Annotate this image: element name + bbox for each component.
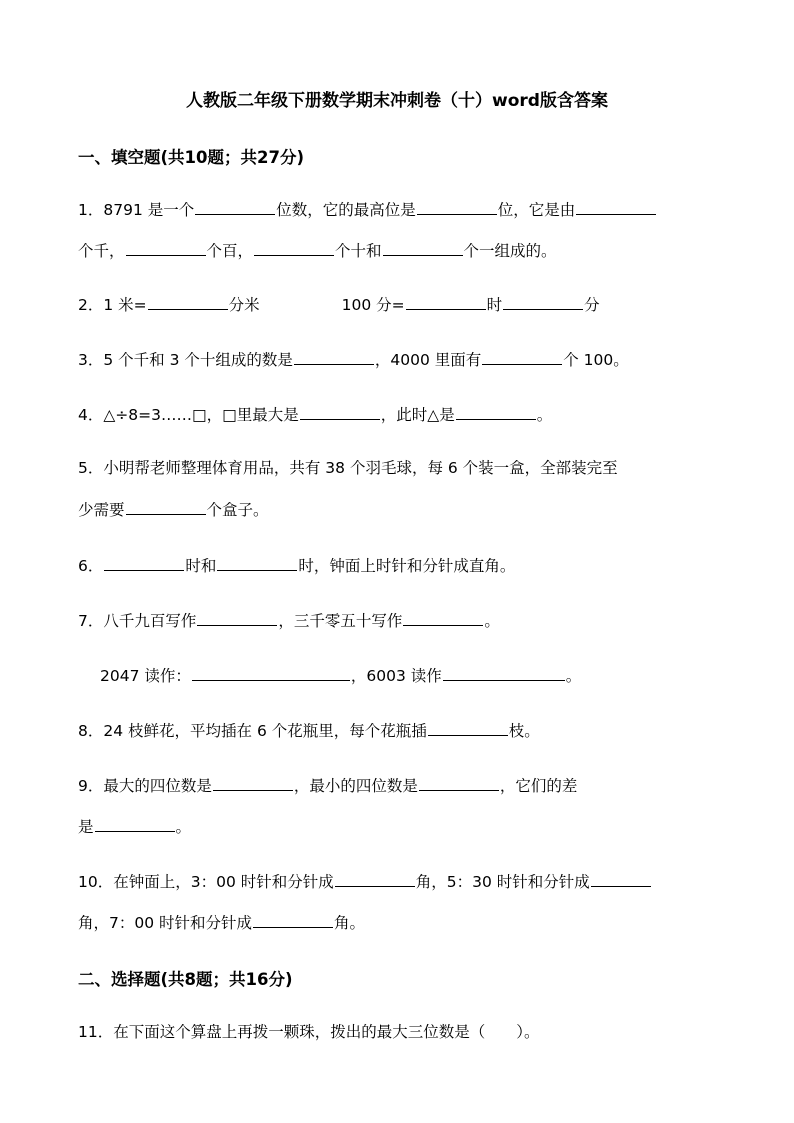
question-text: 个 100。	[563, 351, 629, 369]
answer-blank[interactable]	[300, 403, 380, 420]
question-text: 个一组成的。	[463, 242, 557, 260]
question-text: 100 分=	[341, 296, 405, 314]
question-7-line-1	[78, 609, 500, 632]
answer-blank[interactable]	[383, 239, 463, 256]
answer-blank[interactable]	[294, 348, 374, 365]
question-text: 个十和	[335, 242, 382, 260]
answer-blank[interactable]	[419, 774, 499, 791]
answer-blank[interactable]	[192, 664, 350, 681]
question-text: 少需要	[78, 501, 125, 519]
question-text: 2047 读作：	[100, 667, 191, 685]
answer-blank[interactable]	[213, 774, 293, 791]
question-text: 个盒子。	[206, 501, 269, 519]
question-text: 1．8791 是一个	[78, 201, 195, 219]
answer-blank[interactable]	[197, 609, 277, 626]
question-3	[78, 348, 629, 371]
answer-blank[interactable]	[576, 198, 656, 215]
answer-blank[interactable]	[95, 815, 175, 832]
question-text: 是	[78, 818, 94, 836]
question-text: 枝。	[508, 722, 540, 740]
answer-blank[interactable]	[126, 239, 206, 256]
answer-blank[interactable]	[104, 554, 184, 571]
question-text: 时	[486, 296, 503, 314]
question-text: 角，7：00 时针和分针成	[78, 914, 253, 932]
section-heading-fill-in: 一、填空题(共10题；共27分)	[78, 148, 305, 167]
question-8	[78, 719, 540, 742]
question-text: ，三千零五十写作	[278, 612, 403, 630]
question-text: 。	[565, 667, 582, 685]
answer-blank[interactable]	[148, 293, 228, 310]
answer-blank[interactable]	[503, 293, 583, 310]
answer-blank[interactable]	[417, 198, 497, 215]
answer-blank[interactable]	[195, 198, 275, 215]
question-10-line-1	[78, 870, 652, 893]
question-text: 4．△÷8=3……□，□里最大是	[78, 406, 299, 424]
answer-blank[interactable]	[406, 293, 486, 310]
question-text: ，6003 读作	[350, 667, 442, 685]
question-1-line-1	[78, 198, 657, 221]
question-text: 角。	[334, 914, 366, 932]
question-text: ，它们的差	[499, 777, 578, 795]
question-text: 位数，它的最高位是	[276, 201, 416, 219]
question-text: 时和	[185, 557, 217, 575]
question-5-line-2	[78, 498, 269, 521]
question-text: 2．1 米=	[78, 296, 147, 314]
question-text: 。	[484, 612, 500, 630]
question-text: 9．最大的四位数是	[78, 777, 212, 795]
answer-blank[interactable]	[443, 664, 565, 681]
question-text: 8．24 枝鲜花，平均插在 6 个花瓶里，每个花瓶插	[78, 722, 427, 740]
question-text: 时，钟面上时针和分针成直角。	[298, 557, 516, 575]
question-text: 。	[536, 406, 553, 424]
answer-blank[interactable]	[456, 403, 536, 420]
question-5-line-1	[78, 457, 618, 479]
question-text: ，最小的四位数是	[293, 777, 418, 795]
question-text: 3．5 个千和 3 个十组成的数是	[78, 351, 293, 369]
question-text: 位，它是由	[497, 201, 576, 219]
question-text: 7．八千九百写作	[78, 612, 197, 630]
question-1-line-2	[78, 239, 557, 262]
question-4	[78, 403, 552, 426]
question-text: 角，5：30 时针和分针成	[415, 873, 590, 891]
question-9-line-2	[78, 815, 191, 838]
question-text: 个千，	[78, 242, 125, 260]
answer-blank[interactable]	[126, 498, 206, 515]
question-text: ，4000 里面有	[374, 351, 482, 369]
question-6	[78, 554, 515, 577]
answer-blank[interactable]	[253, 911, 333, 928]
question-text: 5．小明帮老师整理体育用品，共有 38 个羽毛球，每 6 个装一盒，全部装完至	[78, 459, 618, 477]
question-2	[78, 293, 600, 316]
question-text: 分米	[228, 296, 260, 314]
question-10-line-2	[78, 911, 365, 934]
question-text: 10．在钟面上，3：00 时针和分针成	[78, 873, 334, 891]
question-7-line-2	[100, 664, 581, 687]
question-text: 11．在下面这个算盘上再拨一颗珠，拨出的最大三位数是（ ）。	[78, 1023, 540, 1041]
question-text: ，此时△是	[380, 406, 455, 424]
answer-blank[interactable]	[217, 554, 297, 571]
answer-blank[interactable]	[428, 719, 508, 736]
answer-blank[interactable]	[403, 609, 483, 626]
section-heading-multiple-choice: 二、选择题(共8题；共16分)	[78, 970, 293, 989]
question-text: 。	[175, 818, 192, 836]
question-text: 6．	[78, 557, 104, 575]
question-9-line-1	[78, 774, 577, 797]
answer-blank[interactable]	[335, 870, 415, 887]
question-text: 个百，	[206, 242, 254, 260]
question-text: 分	[584, 296, 600, 314]
answer-blank[interactable]	[254, 239, 334, 256]
question-11	[78, 1021, 539, 1043]
answer-blank[interactable]	[591, 870, 651, 887]
answer-blank[interactable]	[482, 348, 562, 365]
page-title: 人教版二年级下册数学期末冲刺卷（十）word版含答案	[186, 91, 608, 111]
